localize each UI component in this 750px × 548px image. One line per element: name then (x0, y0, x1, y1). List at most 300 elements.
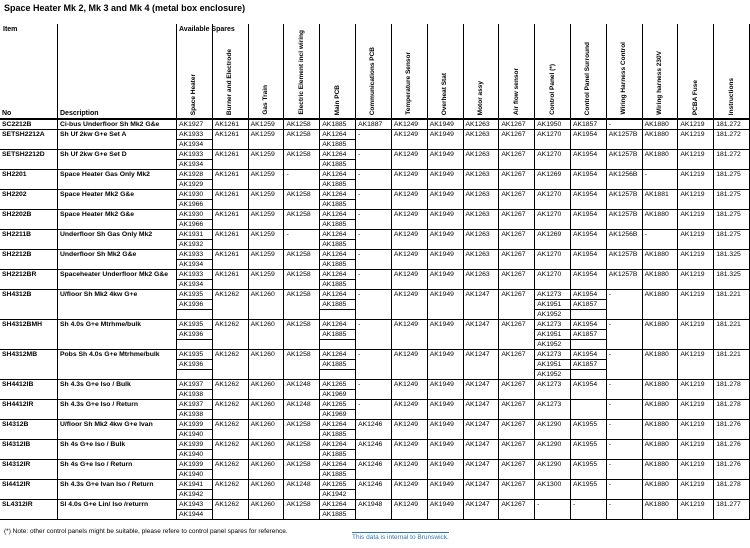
table-cell (463, 210, 499, 229)
cell-value: AK1267 (501, 171, 526, 178)
row-description: Underfloor Sh Mk2 G&e (60, 251, 137, 258)
table-cell (498, 250, 534, 269)
cell-value: AK1260 (250, 321, 275, 328)
column-header (283, 24, 319, 118)
table-cell (391, 320, 427, 349)
cell-value: AK1954 (572, 381, 598, 388)
cell-value: AK1249 (393, 481, 419, 488)
cell-value: AK1267 (501, 151, 526, 158)
row-no-cell (0, 190, 57, 209)
table-cell (713, 380, 749, 399)
table-cell (248, 230, 284, 249)
table-cell (677, 270, 713, 289)
table-cell (427, 290, 463, 319)
cell-value: AK1954 (571, 320, 606, 330)
cell-value: AK1247 (465, 421, 490, 428)
table-cell (713, 320, 749, 349)
column-header (642, 24, 678, 118)
cell-value: AK1261 (214, 271, 239, 278)
footnote: (*) Note: other control panels might be suitable, please refere to control panel spares for reference. (4, 528, 288, 535)
table-cell (642, 190, 678, 209)
table-cell (642, 210, 678, 229)
cell-value: AK1270 (537, 131, 562, 138)
table-cell (534, 420, 570, 439)
cell-value: AK1955 (572, 421, 598, 428)
table-cell (319, 380, 355, 399)
cell-value: AK1247 (465, 501, 490, 508)
table-cell (606, 480, 642, 499)
table-cell (283, 480, 319, 499)
table-cell (283, 270, 319, 289)
table-cell (463, 230, 499, 249)
cell-value: AK1885 (322, 281, 347, 288)
description-column-label: Description (60, 110, 99, 117)
cell-value: 181.275 (716, 211, 741, 218)
table-cell (606, 460, 642, 479)
row-no-cell (0, 230, 57, 249)
table-cell (606, 250, 642, 269)
table-cell (248, 420, 284, 439)
cell-value: AK1257B (608, 251, 638, 258)
cell-value: AK1219 (680, 441, 705, 448)
cell-value: AK1267 (501, 501, 526, 508)
cell-value: AK1260 (250, 421, 275, 428)
cell-value: AK1261 (214, 211, 239, 218)
table-cell (212, 500, 248, 519)
table-row (0, 190, 750, 210)
table-row (0, 480, 750, 500)
table-cell (355, 440, 391, 459)
cell-value: AK1267 (501, 461, 526, 468)
cell-value: AK1949 (429, 461, 454, 468)
table-cell (463, 350, 499, 379)
cell-value: AK1248 (286, 381, 311, 388)
table-cell (498, 440, 534, 459)
cell-value: AK1267 (501, 401, 526, 408)
table-cell (319, 190, 355, 209)
row-description-cell (57, 130, 176, 149)
cell-value: AK1880 (644, 401, 669, 408)
table-cell (642, 440, 678, 459)
cell-value: AK1952 (537, 371, 562, 378)
table-cell (534, 380, 570, 399)
cell-value: AK1247 (465, 381, 490, 388)
cell-value: AK1270 (537, 251, 562, 258)
row-description-cell (57, 290, 176, 319)
column-header (534, 24, 570, 118)
column-header-label: Air flow sensor (512, 68, 520, 115)
table-cell (248, 120, 284, 129)
table-cell (534, 130, 570, 149)
table-cell (391, 290, 427, 319)
table-cell (606, 420, 642, 439)
cell-value: AK1258 (286, 291, 311, 298)
row-description-cell (57, 150, 176, 169)
row-description: Sh 4.0s G+e Mtrhme/bulk (60, 321, 142, 328)
row-description-cell (57, 270, 176, 289)
table-cell (212, 290, 248, 319)
cell-value: AK1938 (179, 391, 204, 398)
cell-value: - (537, 501, 540, 508)
cell-value: AK1955 (572, 461, 598, 468)
cell-value: AK1263 (465, 231, 490, 238)
table-cell (283, 440, 319, 459)
table-cell (283, 380, 319, 399)
cell-value: AK1931 (177, 230, 212, 240)
table-cell (713, 440, 749, 459)
row-description-cell (57, 210, 176, 229)
table-cell (212, 150, 248, 169)
cell-value: AK1259 (250, 271, 275, 278)
column-header (498, 24, 534, 118)
table-cell (355, 210, 391, 229)
table-cell (391, 130, 427, 149)
cell-value: AK1950 (537, 121, 562, 128)
cell-value: AK1219 (680, 191, 705, 198)
table-cell (713, 250, 749, 269)
cell-value: AK1256B (608, 231, 638, 238)
table-cell (391, 350, 427, 379)
cell-value: AK1258 (286, 211, 311, 218)
table-cell (534, 320, 570, 349)
table-cell (319, 400, 355, 419)
row-no: SH2212B (2, 251, 32, 258)
table-cell (606, 320, 642, 349)
cell-value: - (358, 251, 361, 258)
cell-value: AK1857 (571, 330, 606, 340)
cell-value: 181.276 (716, 461, 741, 468)
cell-value: - (358, 131, 361, 138)
cell-value: AK1261 (214, 131, 239, 138)
row-no: SH2211B (2, 231, 32, 238)
table-cell (463, 120, 499, 129)
table-cell (606, 440, 642, 459)
cell-value: AK1263 (465, 151, 490, 158)
table-cell (248, 400, 284, 419)
table-cell (713, 290, 749, 319)
cell-value: AK1880 (644, 321, 669, 328)
cell-value: AK1935 (177, 320, 212, 330)
cell-value: AK1949 (429, 271, 454, 278)
table-cell (642, 350, 678, 379)
table-cell (713, 190, 749, 209)
row-description: Pobs Sh 4.0s G+e Mtrhme/bulk (60, 351, 160, 358)
cell-value: AK1264 (320, 320, 355, 330)
cell-value: AK1880 (644, 501, 669, 508)
cell-value: AK1260 (250, 441, 275, 448)
table-cell (391, 460, 427, 479)
column-header (319, 24, 355, 118)
table-cell (606, 290, 642, 319)
table-cell (212, 350, 248, 379)
cell-value: - (608, 421, 612, 428)
cell-value: AK1949 (429, 231, 454, 238)
cell-value: AK1270 (537, 271, 562, 278)
cell-value: AK1258 (286, 501, 311, 508)
table-cell (677, 320, 713, 349)
cell-value: AK1248 (286, 401, 311, 408)
cell-value: AK1248 (286, 481, 311, 488)
column-header (176, 24, 212, 118)
cell-value: AK1259 (250, 171, 275, 178)
table-cell (176, 210, 212, 229)
cell-value: AK1948 (358, 501, 383, 508)
row-description: Sh Uf 2kw G+e Set A (60, 131, 127, 138)
table-cell (283, 130, 319, 149)
cell-value: AK1219 (680, 481, 705, 488)
row-description-cell (57, 230, 176, 249)
row-description: Underfloor Sh Gas Only Mk2 (60, 231, 153, 238)
table-cell (713, 400, 749, 419)
cell-value: AK1261 (214, 151, 239, 158)
table-cell (391, 210, 427, 229)
table-cell (176, 120, 212, 129)
cell-value: AK1247 (465, 441, 490, 448)
table-cell (355, 480, 391, 499)
table-cell (248, 130, 284, 149)
table-cell (642, 270, 678, 289)
table-cell (606, 400, 642, 419)
table-cell (212, 190, 248, 209)
table-cell (427, 170, 463, 189)
cell-value: AK1952 (537, 341, 562, 348)
table-cell (463, 290, 499, 319)
table-cell (427, 460, 463, 479)
cell-value: AK1949 (429, 151, 454, 158)
cell-value: AK1932 (179, 241, 204, 248)
cell-value: AK1887 (358, 121, 383, 128)
cell-value: AK1258 (286, 351, 311, 358)
cell-value: - (358, 211, 361, 218)
cell-value: AK1249 (393, 251, 419, 258)
cell-value: AK1880 (644, 211, 669, 218)
table-cell (606, 230, 642, 249)
column-header-label: Main PCB (333, 84, 341, 115)
cell-value: AK1260 (250, 351, 275, 358)
cell-value: AK1880 (644, 421, 669, 428)
table-cell (713, 120, 749, 129)
row-description-cell (57, 170, 176, 189)
column-header (427, 24, 463, 118)
column-header-label: Control Panel (*) (548, 64, 556, 115)
table-cell (248, 210, 284, 229)
table-cell (534, 460, 570, 479)
row-no-cell (0, 480, 57, 499)
cell-value: AK1885 (322, 511, 347, 518)
table-cell (498, 380, 534, 399)
table-cell (570, 350, 606, 379)
cell-value: - (608, 461, 612, 468)
table-row (0, 500, 750, 520)
cell-value: AK1258 (286, 441, 311, 448)
cell-value: AK1939 (177, 420, 212, 430)
row-description-cell (57, 380, 176, 399)
cell-value: AK1954 (571, 350, 606, 360)
cell-value: 181.278 (716, 481, 741, 488)
cell-value: AK1955 (572, 441, 598, 448)
cell-value: AK1262 (214, 501, 239, 508)
cell-value: AK1249 (393, 351, 419, 358)
cell-value: AK1885 (322, 201, 347, 208)
table-cell (391, 120, 427, 129)
table-cell (713, 350, 749, 379)
column-header-label: Gas Train (262, 85, 270, 115)
table-cell (283, 150, 319, 169)
cell-value: AK1942 (179, 491, 204, 498)
table-cell (534, 230, 570, 249)
cell-value: AK1258 (286, 191, 311, 198)
table-cell (176, 150, 212, 169)
cell-value: AK1263 (465, 251, 490, 258)
row-description: Sl 4.0s G+e Lin/ Iso /returrn (60, 501, 149, 508)
column-header (391, 24, 427, 118)
table-cell (355, 130, 391, 149)
row-description-cell (57, 190, 176, 209)
table-cell (391, 440, 427, 459)
table-cell (534, 480, 570, 499)
table-cell (677, 420, 713, 439)
table-cell (248, 170, 284, 189)
table-cell (319, 250, 355, 269)
table-cell (677, 170, 713, 189)
cell-value: AK1263 (465, 271, 490, 278)
row-no-cell (0, 380, 57, 399)
cell-value: AK1249 (393, 151, 419, 158)
table-cell (677, 500, 713, 519)
cell-value: AK1264 (320, 460, 355, 470)
cell-value: AK1267 (501, 351, 526, 358)
cell-value: AK1257B (608, 211, 638, 218)
column-header-label: Temperature Sensor (405, 52, 413, 115)
table-cell (283, 400, 319, 419)
row-no: SI4312IR (2, 461, 31, 468)
cell-value: 181.272 (716, 151, 741, 158)
cell-value: AK1219 (680, 271, 705, 278)
table-cell (391, 270, 427, 289)
table-cell (642, 320, 678, 349)
table-cell (283, 290, 319, 319)
table-cell (319, 320, 355, 349)
cell-value: AK1273 (535, 350, 570, 360)
cell-value: AK1258 (286, 461, 311, 468)
cell-value: AK1264 (320, 190, 355, 200)
table-cell (713, 170, 749, 189)
table-cell (248, 500, 284, 519)
column-header-label: Space Heater (190, 73, 198, 115)
table-cell (677, 250, 713, 269)
cell-value: AK1262 (214, 441, 239, 448)
table-cell (427, 250, 463, 269)
table-cell (176, 270, 212, 289)
cell-value: AK1880 (644, 351, 669, 358)
table-cell (713, 130, 749, 149)
cell-value: AK1264 (320, 170, 355, 180)
cell-value: - (608, 381, 612, 388)
table-cell (570, 130, 606, 149)
cell-value: AK1954 (572, 271, 598, 278)
cell-value: AK1949 (429, 251, 454, 258)
table-cell (677, 480, 713, 499)
cell-value: - (286, 171, 289, 178)
row-no: SH4412IB (2, 381, 34, 388)
column-header-label: Control Panel Surround (584, 41, 592, 115)
table-cell (463, 460, 499, 479)
table-cell (248, 350, 284, 379)
table-cell (677, 120, 713, 129)
cell-value: AK1857 (571, 300, 606, 310)
table-cell (319, 130, 355, 149)
cell-value: AK1969 (322, 411, 347, 418)
cell-value: AK1258 (286, 121, 311, 128)
row-description: Sh 4.3s G+e Iso / Return (60, 401, 139, 408)
cell-value: AK1261 (214, 121, 239, 128)
cell-value: 181.275 (716, 191, 741, 198)
table-cell (212, 210, 248, 229)
row-no-cell (0, 420, 57, 439)
table-cell (212, 420, 248, 439)
cell-value: AK1949 (429, 421, 454, 428)
table-cell (677, 190, 713, 209)
table-cell (248, 480, 284, 499)
cell-value: AK1247 (465, 481, 490, 488)
table-row (0, 290, 750, 320)
table-cell (463, 380, 499, 399)
cell-value: AK1249 (393, 461, 419, 468)
cell-value: AK1264 (320, 290, 355, 300)
cell-value: AK1261 (214, 231, 239, 238)
cell-value: AK1261 (214, 191, 239, 198)
table-cell (570, 440, 606, 459)
cell-value: AK1249 (393, 171, 419, 178)
table-cell (642, 130, 678, 149)
table-cell (498, 170, 534, 189)
table-cell (570, 170, 606, 189)
cell-value: AK1247 (465, 401, 490, 408)
table-cell (176, 320, 212, 349)
column-header-label: Electric Element incl wiring (297, 30, 305, 115)
cell-value: AK1256B (608, 171, 638, 178)
cell-value: AK1247 (465, 321, 490, 328)
cell-value: AK1943 (177, 500, 212, 510)
table-cell (176, 170, 212, 189)
table-cell (283, 210, 319, 229)
cell-value: AK1258 (286, 131, 311, 138)
table-cell (570, 190, 606, 209)
cell-value: - (608, 291, 612, 298)
row-no: SH4312B (2, 291, 32, 298)
cell-value: AK1267 (501, 421, 526, 428)
cell-value: AK1261 (214, 171, 239, 178)
table-cell (427, 380, 463, 399)
cell-value: AK1939 (177, 460, 212, 470)
row-description-cell (57, 440, 176, 459)
table-cell (283, 230, 319, 249)
row-description: Sh 4s G+e Iso / Return (60, 461, 133, 468)
cell-value: AK1246 (358, 461, 383, 468)
table-cell (570, 290, 606, 319)
table-cell (570, 320, 606, 349)
table-cell (498, 400, 534, 419)
cell-value: 181.221 (716, 291, 741, 298)
column-header-label: Motor assy (476, 80, 484, 115)
item-group-label: Item (3, 26, 18, 33)
cell-value: AK1954 (571, 290, 606, 300)
row-description: Sh 4.3s G+e Ivan Iso / Return (60, 481, 154, 488)
row-no: SETSH2212D (2, 151, 45, 158)
cell-value: AK1939 (177, 440, 212, 450)
table-cell (498, 230, 534, 249)
table-cell (570, 500, 606, 519)
